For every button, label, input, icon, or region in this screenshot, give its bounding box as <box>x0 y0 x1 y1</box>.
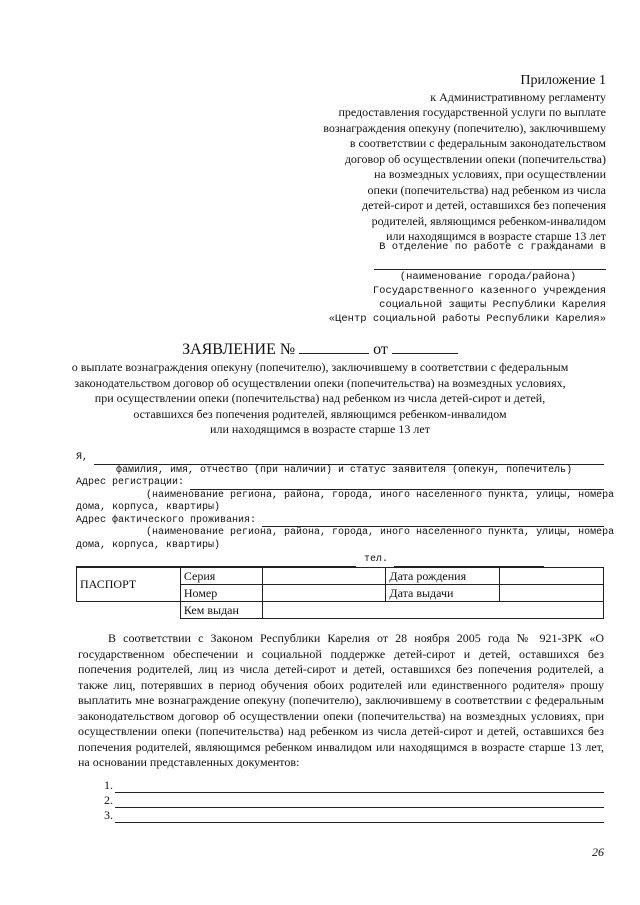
appendix-line: или находящимся в возрасте старше 13 лет <box>386 229 606 243</box>
page-number: 26 <box>592 845 604 859</box>
addressee-line-2: Государственного казенного учреждения <box>372 285 606 297</box>
list-item <box>104 778 604 793</box>
statement-heading <box>40 340 600 438</box>
request-paragraph <box>78 631 604 771</box>
addressee-line-1: В отделение по работе с гражданами в <box>379 241 606 253</box>
phone-row <box>76 554 604 567</box>
list-item <box>104 808 604 823</box>
document-field[interactable] <box>115 795 604 808</box>
addressee-block <box>300 240 606 326</box>
registration-address-caption: (наименование региона, района, города, иного населенного пункта, улицы, номера <box>146 489 615 501</box>
actual-address-row <box>76 515 604 528</box>
registration-address-label: Адрес регистрации: <box>76 477 185 488</box>
issue-date-label: Дата выдачи <box>386 585 500 602</box>
city-district-caption: (наименование города/района) <box>399 271 577 283</box>
list-item <box>104 793 604 808</box>
passport-label: ПАСПОРТ <box>77 568 181 602</box>
statement-subtitle-line: законодательством договор об осуществлении опеки (попечительства) на возмездных условиях, <box>74 375 566 390</box>
statement-title <box>40 340 600 360</box>
applicant-fields <box>76 446 615 567</box>
appendix-line: в соответствии с федеральным законодательством <box>349 136 606 150</box>
addressee-line-4: «Центр социальной работы Республики Карелия» <box>328 313 606 325</box>
list-item-number: 3. <box>104 808 113 822</box>
actual-address-caption: (наименование региона, района, города, иного населенного пункта, улицы, номера <box>146 527 615 538</box>
appendix-header <box>300 73 606 245</box>
list-item-number: 2. <box>104 793 113 807</box>
applicant-name-field[interactable] <box>94 453 604 465</box>
document-field[interactable] <box>115 780 604 793</box>
passport-table <box>76 567 604 619</box>
statement-subtitle-line: или находящимся в возрасте старше 13 лет <box>210 422 430 436</box>
empty-cell <box>77 602 181 619</box>
i-label: Я, <box>76 452 89 463</box>
extra-address-field[interactable] <box>76 555 356 567</box>
appendix-line: вознаграждения опекуну (попечителю), заключившему <box>323 120 606 135</box>
passport-series-field[interactable] <box>262 568 386 585</box>
statement-number-field[interactable] <box>299 353 369 354</box>
registration-address-caption: дома, корпуса, квартиры) <box>76 502 221 513</box>
appendix-line: родителей, являющимся ребенком-инвалидом <box>371 213 606 228</box>
passport-series-label: Серия <box>180 568 262 585</box>
addressee-line-3: социальной защиты Республики Карелия <box>379 299 606 311</box>
list-item-number: 1. <box>104 778 113 792</box>
appendix-line: договор об осуществлении опеки (попечительства) <box>344 151 606 166</box>
birth-date-field[interactable] <box>500 568 604 585</box>
document-field[interactable] <box>115 810 604 823</box>
passport-row <box>77 568 604 585</box>
statement-title-from: от <box>373 341 388 358</box>
statement-subtitle-line: оставшихся без попечения родителей, являющимся ребенком-инвалидом <box>133 406 507 421</box>
request-text: В соответствии с Законом Республики Карелия от 28 ноября 2005 года № 921-ЗРК «О государственном обеспечении и социальной поддержке детей-сирот и детей, оставшихся без попечения родителей, лиц из числа детей-сирот и детей, оставшихся без попечения родителей, а также лиц, потерявших в период обучения обоих родителей или единственного родителя» прошу выплатить мне вознаграждение опекуну (попечителю), заключившему в соответствии с федеральным законодательством договор об осуществлении опеки (попечительства) на возмездных условиях, при осуществлении опеки (попечительства) над ребенком из числа детей-сирот и детей, оставшихся без попечения родителей, являющимся ребенком инвалидом или находящимся в возрасте старше 13 лет, на основании представленных документов: <box>78 631 604 769</box>
appendix-line: на возмездных условиях, при осуществлении <box>374 167 606 181</box>
appendix-title: Приложение 1 <box>520 73 606 88</box>
passport-row <box>77 602 604 619</box>
phone-field[interactable] <box>394 555 544 567</box>
statement-title-prefix: ЗАЯВЛЕНИЕ № <box>182 341 296 358</box>
applicant-name-row <box>76 452 604 465</box>
issued-by-label: Кем выдан <box>180 602 262 619</box>
statement-subtitle-line: при осуществлении опеки (попечительства) над ребенком из числа детей-сирот и детей, <box>94 391 546 405</box>
appendix-line: предоставления государственной услуги по выплате <box>338 105 606 119</box>
birth-date-label: Дата рождения <box>386 568 500 585</box>
applicant-name-caption: фамилия, имя, отчество (при наличии) и статус заявителя (опекун, попечитель) <box>116 464 573 476</box>
registration-address-row <box>76 477 604 490</box>
issued-by-field[interactable] <box>262 602 603 619</box>
actual-address-label: Адрес фактического проживания: <box>76 514 257 526</box>
registration-address-field[interactable] <box>190 478 604 490</box>
city-district-field[interactable] <box>374 254 606 270</box>
appendix-line: к Административному регламенту <box>430 89 606 104</box>
phone-label: тел. <box>364 554 389 565</box>
actual-address-caption: дома, корпуса, квартиры) <box>76 539 221 551</box>
appendix-line: опеки (попечительства) над ребенком из числа <box>367 182 606 197</box>
passport-number-label: Номер <box>180 585 262 602</box>
actual-address-field[interactable] <box>262 515 604 527</box>
documents-list <box>104 778 604 823</box>
issue-date-field[interactable] <box>500 585 604 602</box>
statement-subtitle-line: о выплате вознаграждения опекуну (попечителю), заключившему в соответствии с федеральным <box>71 360 569 374</box>
statement-date-field[interactable] <box>392 353 458 354</box>
passport-number-field[interactable] <box>262 585 386 602</box>
appendix-line: детей-сирот и детей, оставшихся без попечения <box>361 198 606 212</box>
